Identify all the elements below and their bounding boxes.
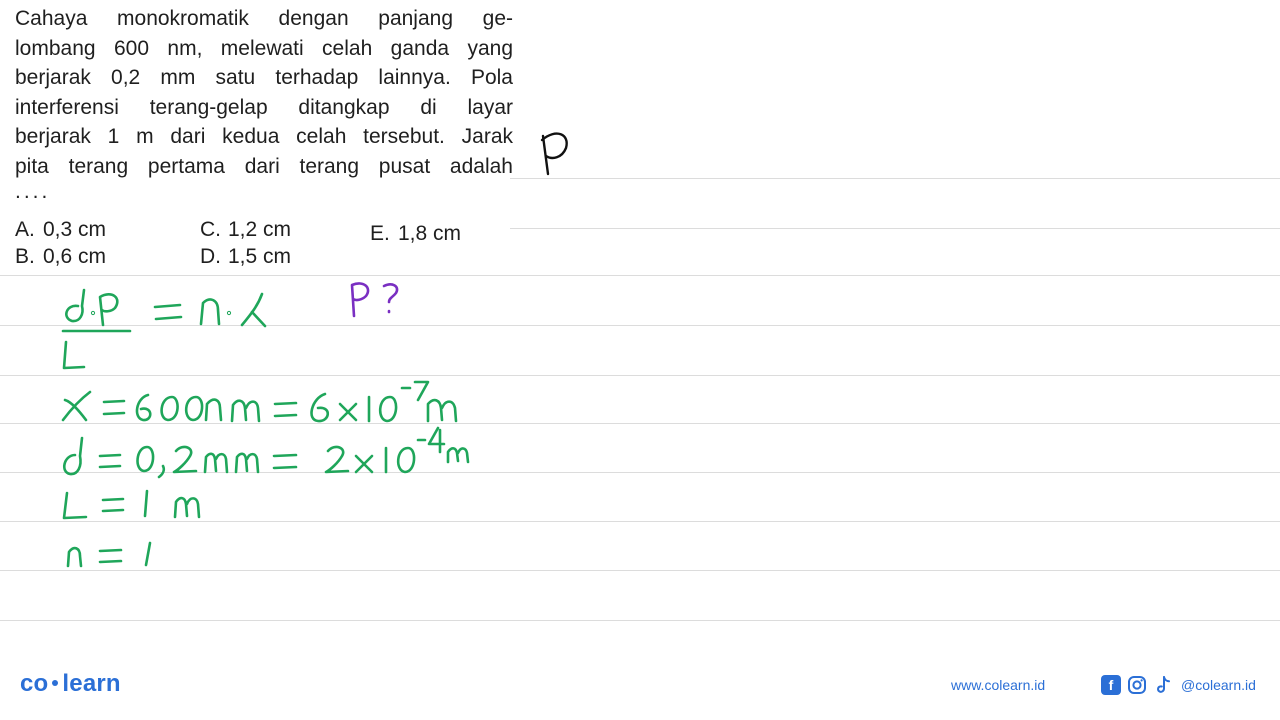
option-text: 0,6 cm [43, 245, 107, 268]
facebook-icon[interactable]: f [1101, 675, 1121, 695]
social-handle[interactable]: @colearn.id [1181, 677, 1256, 693]
handwritten-given-d [64, 428, 468, 477]
option-letter: D. [200, 245, 221, 268]
question-line: lombang 600 nm, melewati celah ganda yang [15, 36, 513, 60]
question-line: berjarak 0,2 mm satu terhadap lainnya. Pola [15, 66, 513, 89]
question-line: Cahaya monokromatik dengan panjang ge- [15, 7, 513, 30]
option-text: 1,8 cm [398, 222, 462, 245]
tiktok-icon[interactable] [1153, 675, 1173, 695]
instagram-icon[interactable] [1127, 675, 1147, 695]
option-letter: B. [15, 245, 35, 268]
logo-part: co [20, 670, 49, 697]
option-text: 0,3 cm [43, 218, 107, 241]
question-line: interferensi terang-gelap ditangkap di layar [15, 95, 513, 119]
handwritten-annotation-p [542, 134, 567, 174]
colearn-logo [20, 670, 121, 698]
option-letter: A. [15, 218, 35, 241]
website-link[interactable]: www.colearn.id [951, 677, 1046, 693]
handwritten-unknown [352, 283, 397, 316]
logo-part: learn [62, 670, 121, 697]
handwritten-given-n [68, 543, 150, 566]
option-text: 1,2 cm [228, 218, 292, 241]
question-ellipsis: .... [15, 180, 51, 203]
handwritten-formula [63, 290, 265, 368]
logo-dot [52, 680, 58, 686]
option-letter: E. [370, 222, 390, 245]
question-line: pita terang pertama dari terang pusat adalah [15, 154, 513, 178]
social-links [1101, 675, 1256, 695]
option-text: 1,5 cm [228, 245, 292, 268]
handwritten-given-l [64, 491, 199, 518]
option-letter: C. [200, 218, 221, 241]
handwritten-given-lambda [63, 382, 456, 421]
question-line: berjarak 1 m dari kedua celah tersebut. Jarak [15, 125, 513, 148]
